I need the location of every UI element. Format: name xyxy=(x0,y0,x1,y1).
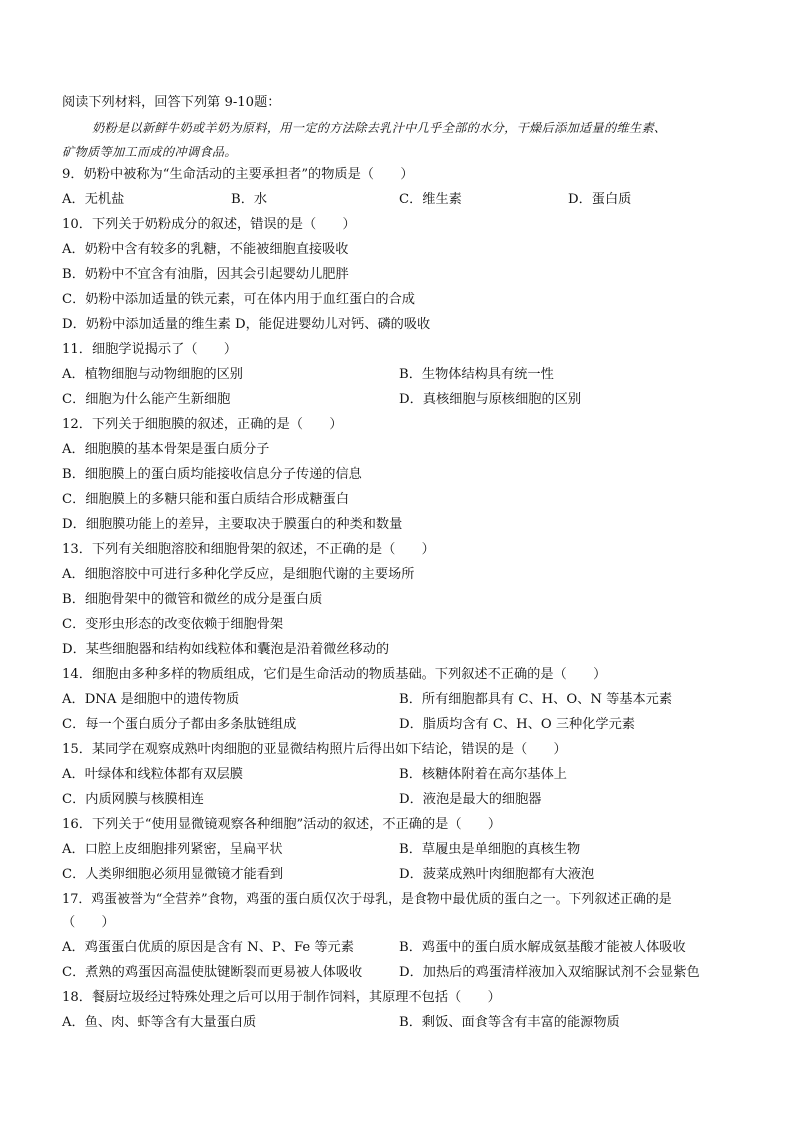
q15-option-c: C．内质网膜与核膜相连 xyxy=(62,792,204,807)
q16-option-b: B．草履虫是单细胞的真核生物 xyxy=(399,842,581,857)
q11-option-c: C．细胞为什么能产生新细胞 xyxy=(62,392,231,407)
q14-option-b: B．所有细胞都具有 C、H、O、N 等基本元素 xyxy=(399,692,673,707)
q9-option-c: C．维生素 xyxy=(399,192,462,207)
question-9-stem: 9．奶粉中被称为“生命活动的主要承担者”的物质是（ ） xyxy=(62,167,414,182)
q12-option-a: A．细胞膜的基本骨架是蛋白质分子 xyxy=(62,442,270,457)
question-13-stem: 13．下列有关细胞溶胶和细胞骨架的叙述，不正确的是（ ） xyxy=(62,542,435,557)
q11-option-a: A．植物细胞与动物细胞的区别 xyxy=(62,367,243,382)
q16-option-d: D．菠菜成熟叶肉细胞都有大液泡 xyxy=(399,867,595,882)
q17-option-c: C．煮熟的鸡蛋因高温使肽键断裂而更易被人体吸收 xyxy=(62,965,363,980)
q13-option-c: C．变形虫形态的改变依赖于细胞骨架 xyxy=(62,617,284,632)
q10-option-a: A．奶粉中含有较多的乳糖，不能被细胞直接吸收 xyxy=(62,242,349,257)
question-12-stem: 12．下列关于细胞膜的叙述，正确的是（ ） xyxy=(62,417,343,432)
question-15-stem: 15．某同学在观察成熟叶肉细胞的亚显微结构照片后得出如下结论，错误的是（ ） xyxy=(62,742,567,757)
question-17-stem: 17．鸡蛋被誉为“全营养”食物，鸡蛋的蛋白质仅次于母乳，是食物中最优质的蛋白之一。下列叙述正确的是 xyxy=(62,892,672,907)
q13-option-d: D．某些细胞器和结构如线粒体和囊泡是沿着微丝移动的 xyxy=(62,642,390,657)
q10-option-b: B．奶粉中不宜含有油脂，因其会引起婴幼儿肥胖 xyxy=(62,267,349,282)
q17-option-d: D．加热后的鸡蛋清样液加入双缩脲试剂不会显紫色 xyxy=(399,965,700,980)
q14-option-c: C．每一个蛋白质分子都由多条肽链组成 xyxy=(62,717,297,732)
q9-option-b: B．水 xyxy=(231,192,268,207)
q13-option-b: B．细胞骨架中的微管和微丝的成分是蛋白质 xyxy=(62,592,323,607)
question-17-stem-continued: （ ） xyxy=(62,915,115,930)
q10-option-d: D．奶粉中添加适量的维生素 D，能促进婴幼儿对钙、磷的吸收 xyxy=(62,317,431,332)
question-10-stem: 10．下列关于奶粉成分的叙述，错误的是（ ） xyxy=(62,217,356,232)
q14-option-a: A．DNA 是细胞中的遗传物质 xyxy=(62,692,240,707)
passage-line-2: 矿物质等加工而成的冲调食品。 xyxy=(62,145,237,159)
reading-intro: 阅读下列材料，回答下列第 9-10题： xyxy=(62,95,281,110)
question-14-stem: 14．细胞由多种多样的物质组成，它们是生命活动的物质基础。下列叙述不正确的是（ ） xyxy=(62,667,607,682)
question-11-stem: 11．细胞学说揭示了（ ） xyxy=(62,342,238,357)
q14-option-d: D．脂质均含有 C、H、O 三种化学元素 xyxy=(399,717,635,732)
question-18-stem: 18．餐厨垃圾经过特殊处理之后可以用于制作饲料，其原理不包括（ ） xyxy=(62,990,501,1005)
question-16-stem: 16．下列关于“使用显微镜观察各种细胞”活动的叙述，不正确的是（ ） xyxy=(62,817,502,832)
q10-option-c: C．奶粉中添加适量的铁元素，可在体内用于血红蛋白的合成 xyxy=(62,292,415,307)
q15-option-b: B．核糖体附着在高尔基体上 xyxy=(399,767,567,782)
q17-option-a: A．鸡蛋蛋白优质的原因是含有 N、P、Fe 等元素 xyxy=(62,940,354,955)
q16-option-c: C．人类卵细胞必须用显微镜才能看到 xyxy=(62,867,284,882)
q9-option-d: D．蛋白质 xyxy=(568,192,632,207)
q17-option-b: B．鸡蛋中的蛋白质水解成氨基酸才能被人体吸收 xyxy=(399,940,686,955)
q11-option-d: D．真核细胞与原核细胞的区别 xyxy=(399,392,582,407)
q18-option-a: A．鱼、肉、虾等含有大量蛋白质 xyxy=(62,1015,257,1030)
q15-option-d: D．液泡是最大的细胞器 xyxy=(399,792,542,807)
q13-option-a: A．细胞溶胶中可进行多种化学反应，是细胞代谢的主要场所 xyxy=(62,567,415,582)
q12-option-b: B．细胞膜上的蛋白质均能接收信息分子传递的信息 xyxy=(62,467,362,482)
q18-option-b: B．剩饭、面食等含有丰富的能源物质 xyxy=(399,1015,620,1030)
q12-option-c: C．细胞膜上的多糖只能和蛋白质结合形成糖蛋白 xyxy=(62,492,350,507)
q12-option-d: D．细胞膜功能上的差异，主要取决于膜蛋白的种类和数量 xyxy=(62,517,403,532)
q15-option-a: A．叶绿体和线粒体都有双层膜 xyxy=(62,767,243,782)
q11-option-b: B．生物体结构具有统一性 xyxy=(399,367,554,382)
q16-option-a: A．口腔上皮细胞排列紧密，呈扁平状 xyxy=(62,842,283,857)
q9-option-a: A．无机盐 xyxy=(62,192,125,207)
passage-line-1: 奶粉是以新鲜牛奶或羊奶为原料，用一定的方法除去乳汁中几乎全部的水分，干燥后添加适量的维生素、 xyxy=(92,121,667,135)
